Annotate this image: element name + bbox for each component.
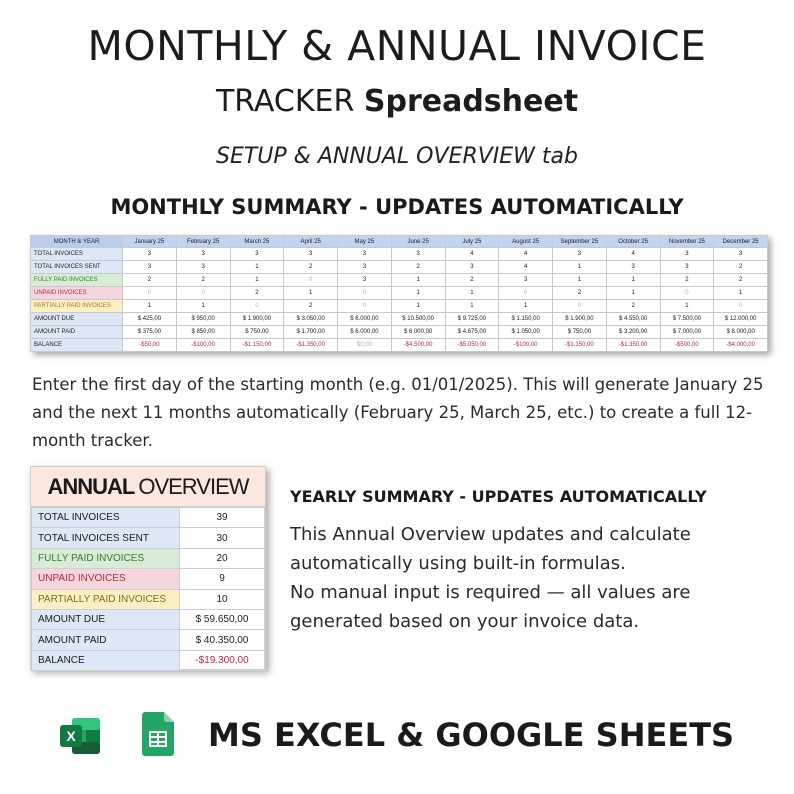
- annual-row: [32, 630, 265, 650]
- monthly-cell[interactable]: 2: [284, 261, 338, 274]
- annual-row-value[interactable]: $ 40.350,00: [180, 630, 265, 650]
- page-title-line2: [0, 84, 794, 119]
- monthly-cell[interactable]: 2: [606, 300, 660, 313]
- monthly-row: [31, 248, 768, 261]
- monthly-cell[interactable]: $ 1.700,00: [284, 326, 338, 339]
- monthly-cell[interactable]: 4: [445, 248, 499, 261]
- annual-row-value[interactable]: 10: [180, 589, 265, 609]
- monthly-cell[interactable]: 4: [499, 248, 553, 261]
- annual-row-label: TOTAL INVOICES: [32, 508, 180, 528]
- monthly-cell[interactable]: 2: [123, 274, 177, 287]
- monthly-cell[interactable]: $0,00: [338, 339, 392, 352]
- monthly-cell[interactable]: $ 375,00: [123, 326, 177, 339]
- monthly-cell[interactable]: $ 1.050,00: [499, 326, 553, 339]
- monthly-row-label: AMOUNT DUE: [31, 313, 123, 326]
- monthly-cell[interactable]: 1: [230, 274, 284, 287]
- monthly-cell[interactable]: $ 750,00: [553, 326, 607, 339]
- monthly-cell[interactable]: 2: [714, 261, 768, 274]
- monthly-cell[interactable]: $ 425,00: [123, 313, 177, 326]
- monthly-cell[interactable]: 3: [338, 261, 392, 274]
- monthly-cell[interactable]: 2: [660, 274, 714, 287]
- annual-row-value[interactable]: 30: [180, 528, 265, 548]
- monthly-cell[interactable]: 1: [176, 300, 230, 313]
- svg-text:X: X: [66, 728, 76, 744]
- monthly-cell[interactable]: 3: [338, 248, 392, 261]
- monthly-cell[interactable]: $ 8.000,00: [714, 326, 768, 339]
- monthly-cell[interactable]: $ 7.500,00: [660, 313, 714, 326]
- monthly-cell[interactable]: -$4.000,00: [714, 339, 768, 352]
- monthly-cell[interactable]: $ 10.500,00: [391, 313, 445, 326]
- monthly-cell[interactable]: 3: [123, 261, 177, 274]
- annual-row: [32, 589, 265, 609]
- annual-row: [32, 528, 265, 548]
- monthly-cell[interactable]: 3: [553, 248, 607, 261]
- monthly-cell[interactable]: -$100,00: [499, 339, 553, 352]
- monthly-cell[interactable]: 1: [553, 261, 607, 274]
- monthly-cell[interactable]: $ 850,00: [176, 326, 230, 339]
- monthly-cell[interactable]: 1: [230, 261, 284, 274]
- monthly-cell[interactable]: 0: [176, 287, 230, 300]
- monthly-cell[interactable]: 3: [176, 248, 230, 261]
- monthly-cell[interactable]: 2: [553, 287, 607, 300]
- yearly-line: No manual input is required — all values are: [290, 582, 691, 603]
- monthly-cell[interactable]: $ 950,00: [176, 313, 230, 326]
- subtitle: SETUP & ANNUAL OVERVIEW tab: [216, 144, 578, 169]
- monthly-cell[interactable]: 2: [230, 287, 284, 300]
- monthly-cell[interactable]: -$5.050,00: [445, 339, 499, 352]
- excel-icon: [58, 716, 102, 756]
- annual-row-value[interactable]: 20: [180, 548, 265, 568]
- month-header: November 25: [660, 236, 714, 248]
- monthly-cell[interactable]: 2: [391, 261, 445, 274]
- monthly-summary-heading: MONTHLY SUMMARY - UPDATES AUTOMATICALLY: [110, 195, 684, 219]
- monthly-row: [31, 261, 768, 274]
- annual-title-bold: ANNUAL: [47, 473, 135, 499]
- monthly-cell[interactable]: $ 6.000,00: [338, 326, 392, 339]
- yearly-line: This Annual Overview updates and calculate: [290, 524, 691, 545]
- monthly-row: [31, 313, 768, 326]
- monthly-cell[interactable]: 0: [284, 274, 338, 287]
- monthly-row: [31, 326, 768, 339]
- monthly-cell[interactable]: 4: [499, 261, 553, 274]
- monthly-cell[interactable]: 1: [606, 274, 660, 287]
- month-header: July 25: [445, 236, 499, 248]
- monthly-cell[interactable]: 0: [660, 287, 714, 300]
- monthly-cell[interactable]: 1: [391, 287, 445, 300]
- monthly-cell[interactable]: 3: [714, 248, 768, 261]
- title-spreadsheet-text: Spreadsheet: [363, 84, 579, 119]
- annual-row: [32, 609, 265, 629]
- monthly-cell[interactable]: 1: [660, 300, 714, 313]
- monthly-cell[interactable]: 0: [123, 287, 177, 300]
- monthly-cell[interactable]: $ 4.675,00: [445, 326, 499, 339]
- monthly-row-label: PARTIALLY PAID INVOICES: [31, 300, 123, 313]
- monthly-cell[interactable]: 2: [445, 274, 499, 287]
- monthly-cell[interactable]: -$50,00: [123, 339, 177, 352]
- monthly-row-label: TOTAL INVOICES SENT: [31, 261, 123, 274]
- monthly-cell[interactable]: 3: [499, 274, 553, 287]
- monthly-cell[interactable]: $ 7.000,00: [660, 326, 714, 339]
- yearly-summary-text: [290, 520, 780, 636]
- annual-row-label: FULLY PAID INVOICES: [32, 548, 180, 568]
- monthly-cell[interactable]: 1: [284, 287, 338, 300]
- monthly-row-label: AMOUNT PAID: [31, 326, 123, 339]
- monthly-cell[interactable]: 3: [123, 248, 177, 261]
- monthly-row: [31, 300, 768, 313]
- annual-row-value[interactable]: 9: [180, 569, 265, 589]
- annual-row-value[interactable]: 39: [180, 508, 265, 528]
- annual-row-label: PARTIALLY PAID INVOICES: [32, 589, 180, 609]
- monthly-cell[interactable]: 1: [606, 287, 660, 300]
- monthly-cell[interactable]: 3: [391, 248, 445, 261]
- setup-description: Enter the first day of the starting month (e.g. 01/01/2025). This will generate January 25 and the next 11 months automatically (February 25, March 25, etc.) to create a full 12-month tracker.: [32, 375, 764, 450]
- monthly-cell[interactable]: 1: [445, 300, 499, 313]
- month-header: December 25: [714, 236, 768, 248]
- month-header: April 25: [284, 236, 338, 248]
- monthly-cell[interactable]: $ 12.000,00: [714, 313, 768, 326]
- monthly-cell[interactable]: 3: [606, 261, 660, 274]
- monthly-cell[interactable]: 0: [338, 287, 392, 300]
- monthly-row: [31, 287, 768, 300]
- annual-row: [32, 548, 265, 568]
- monthly-cell[interactable]: -$1.350,00: [284, 339, 338, 352]
- month-header: August 25: [499, 236, 553, 248]
- annual-title-regular: OVERVIEW: [138, 473, 249, 499]
- monthly-cell[interactable]: 3: [338, 274, 392, 287]
- annual-row-label: UNPAID INVOICES: [32, 569, 180, 589]
- monthly-cell[interactable]: 1: [391, 300, 445, 313]
- monthly-header-row: [31, 236, 768, 248]
- footer-platforms-text: MS EXCEL & GOOGLE SHEETS: [208, 716, 735, 754]
- monthly-cell[interactable]: 3: [445, 261, 499, 274]
- monthly-cell[interactable]: 1: [445, 287, 499, 300]
- monthly-cell[interactable]: -$100,00: [176, 339, 230, 352]
- monthly-cell[interactable]: 2: [284, 300, 338, 313]
- annual-overview-title: [31, 467, 265, 507]
- monthly-cell[interactable]: 1: [499, 300, 553, 313]
- monthly-cell[interactable]: 1: [391, 274, 445, 287]
- monthly-summary-table-wrapper: [30, 235, 768, 352]
- monthly-cell[interactable]: -$500,00: [660, 339, 714, 352]
- monthly-row: [31, 274, 768, 287]
- annual-row-value[interactable]: $ 59.650,00: [180, 609, 265, 629]
- annual-overview-card: [30, 466, 266, 670]
- month-header: October 25: [606, 236, 660, 248]
- month-header: May 25: [338, 236, 392, 248]
- monthly-cell[interactable]: $ 750,00: [230, 326, 284, 339]
- annual-overview-table: [31, 507, 265, 671]
- monthly-cell[interactable]: $ 3.050,00: [284, 313, 338, 326]
- monthly-cell[interactable]: $ 3.200,00: [606, 326, 660, 339]
- monthly-cell[interactable]: -$4.500,00: [391, 339, 445, 352]
- monthly-cell[interactable]: 2: [176, 274, 230, 287]
- monthly-cell[interactable]: -$1.150,00: [553, 339, 607, 352]
- month-year-header: MONTH & YEAR: [31, 236, 123, 248]
- monthly-cell[interactable]: 3: [660, 261, 714, 274]
- yearly-line: automatically using built-in formulas.: [290, 553, 626, 574]
- monthly-cell[interactable]: -$1.150,00: [230, 339, 284, 352]
- monthly-row-label: UNPAID INVOICES: [31, 287, 123, 300]
- monthly-cell[interactable]: 1: [714, 287, 768, 300]
- annual-row-value[interactable]: -$19.300,00: [180, 650, 265, 670]
- annual-row-label: AMOUNT DUE: [32, 609, 180, 629]
- monthly-cell[interactable]: 0: [230, 300, 284, 313]
- monthly-cell[interactable]: 1: [553, 274, 607, 287]
- month-header: January 25: [123, 236, 177, 248]
- monthly-cell[interactable]: 1: [123, 300, 177, 313]
- monthly-row-label: FULLY PAID INVOICES: [31, 274, 123, 287]
- monthly-row-label: BALANCE: [31, 339, 123, 352]
- title-tracker-text: TRACKER: [215, 84, 355, 119]
- page-title: MONTHLY & ANNUAL INVOICE: [87, 22, 707, 70]
- monthly-cell[interactable]: $ 1.900,00: [230, 313, 284, 326]
- monthly-cell[interactable]: 4: [606, 248, 660, 261]
- month-header: September 25: [553, 236, 607, 248]
- monthly-cell[interactable]: $ 1.150,00: [499, 313, 553, 326]
- annual-row: [32, 650, 265, 670]
- monthly-cell[interactable]: 0: [714, 300, 768, 313]
- monthly-cell[interactable]: $ 6.000,00: [338, 313, 392, 326]
- annual-row: [32, 569, 265, 589]
- monthly-cell[interactable]: 3: [176, 261, 230, 274]
- monthly-cell[interactable]: $ 4.550,00: [606, 313, 660, 326]
- monthly-cell[interactable]: 0: [499, 287, 553, 300]
- monthly-cell[interactable]: 3: [230, 248, 284, 261]
- monthly-cell[interactable]: 2: [714, 274, 768, 287]
- annual-row: [32, 508, 265, 528]
- monthly-cell[interactable]: -$1.350,00: [606, 339, 660, 352]
- annual-row-label: TOTAL INVOICES SENT: [32, 528, 180, 548]
- yearly-summary-heading: YEARLY SUMMARY - UPDATES AUTOMATICALLY: [290, 487, 707, 506]
- monthly-table-body: [31, 248, 768, 352]
- monthly-cell[interactable]: 0: [553, 300, 607, 313]
- google-sheets-icon: [142, 712, 174, 756]
- month-header: March 25: [230, 236, 284, 248]
- annual-row-label: BALANCE: [32, 650, 180, 670]
- monthly-cell[interactable]: $ 9.725,00: [445, 313, 499, 326]
- month-header: February 25: [176, 236, 230, 248]
- monthly-cell[interactable]: 0: [338, 300, 392, 313]
- monthly-cell[interactable]: $ 6.000,00: [391, 326, 445, 339]
- annual-row-label: AMOUNT PAID: [32, 630, 180, 650]
- monthly-summary-table: [30, 235, 768, 352]
- monthly-row: [31, 339, 768, 352]
- monthly-cell[interactable]: $ 1.900,00: [553, 313, 607, 326]
- yearly-line: generated based on your invoice data.: [290, 611, 640, 632]
- monthly-cell[interactable]: 3: [660, 248, 714, 261]
- monthly-cell[interactable]: 3: [284, 248, 338, 261]
- month-header: June 25: [391, 236, 445, 248]
- monthly-row-label: TOTAL INVOICES: [31, 248, 123, 261]
